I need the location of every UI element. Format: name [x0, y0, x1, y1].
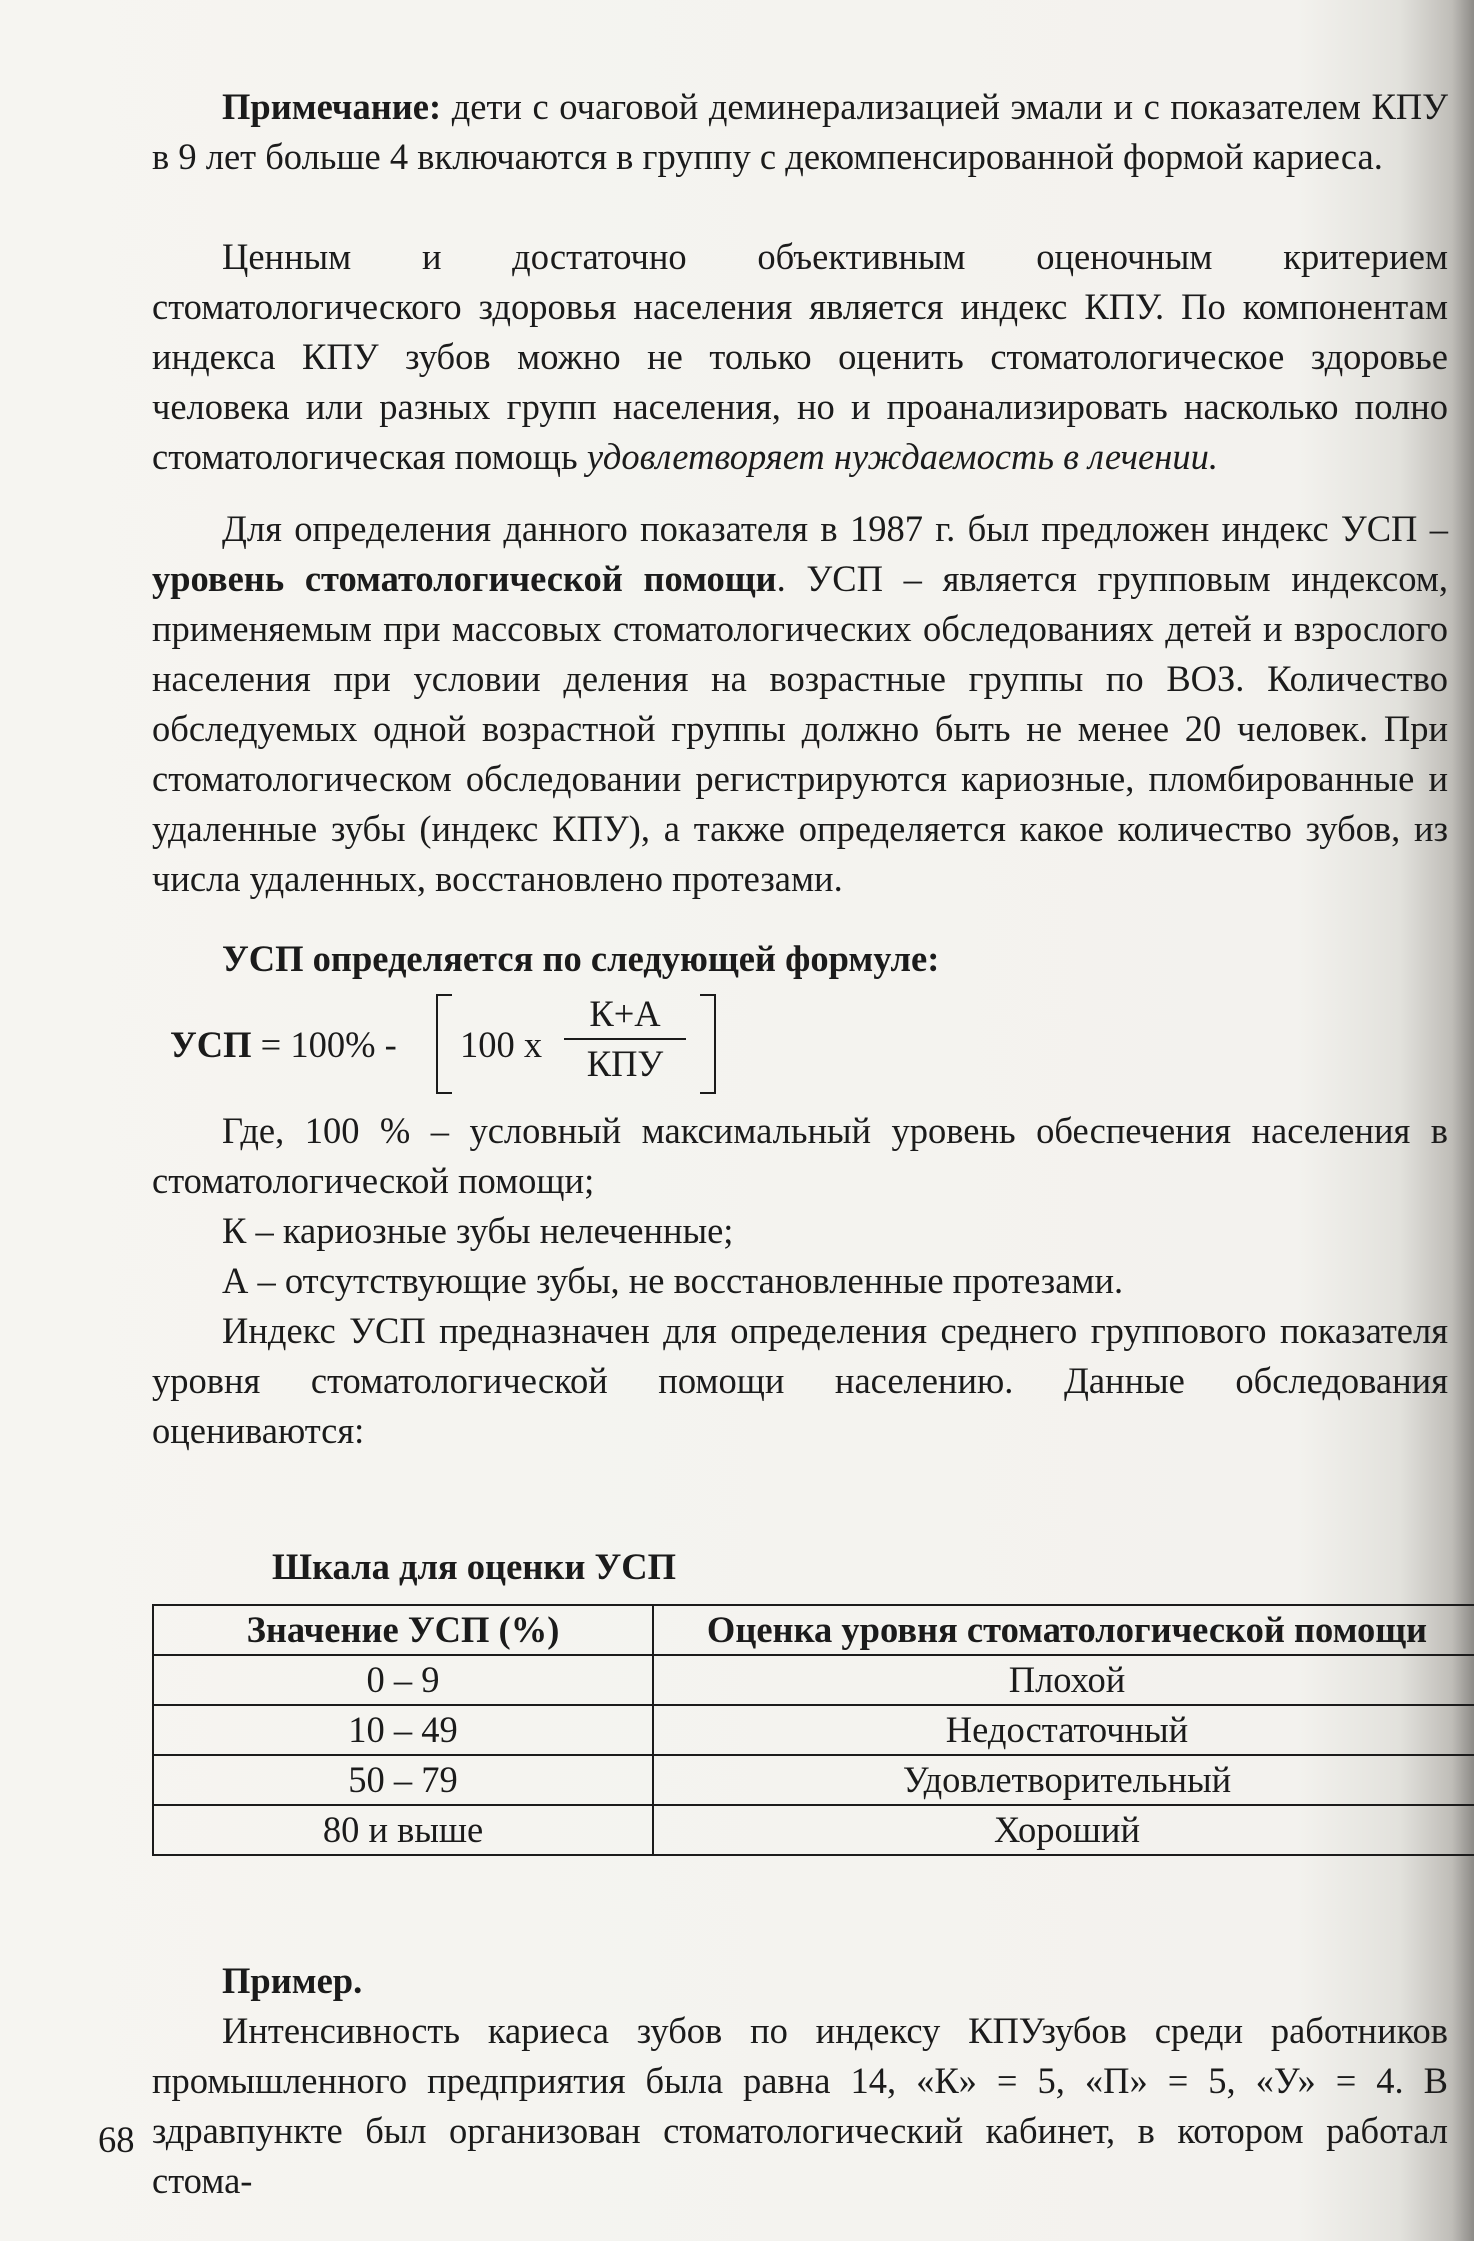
table-cell-value: 50 – 79 [153, 1755, 653, 1805]
fraction-line [564, 1038, 686, 1040]
formula-equals: = 100% - [251, 1024, 397, 1065]
usp-intro-paragraph [152, 504, 1448, 904]
table-cell-rating: Хороший [653, 1805, 1474, 1855]
page-content [152, 82, 1448, 2206]
usp-intro-bold: уровень стоматологической помощи [152, 558, 777, 599]
usp-scale-table [152, 1604, 1474, 1856]
formula-heading: УСП определяется по следующей формуле: [222, 938, 940, 979]
table-cell-value: 10 – 49 [153, 1705, 653, 1755]
definition-a: А – отсутствующие зубы, не восстановленные протезами. [222, 1260, 1124, 1301]
table-row [153, 1755, 1474, 1805]
usp-purpose-paragraph: Индекс УСП предназначен для определения среднего группового показателя уровня стоматологической помощи населению. Данные обследования оцениваются: [152, 1310, 1448, 1451]
kpu-index-italic: удовлетворяет нуждаемость в лечении. [586, 436, 1218, 477]
table-header: Значение УСП (%) [153, 1605, 653, 1655]
table-row [153, 1705, 1474, 1755]
table-cell-rating: Недостаточный [653, 1705, 1474, 1755]
table-cell-value: 0 – 9 [153, 1655, 653, 1705]
note-text: дети с очаговой деминерализацией эмали и с показателем КПУ в 9 лет больше 4 включаются в группу с декомпенсированной формой кариеса. [152, 86, 1448, 177]
formula-numerator: К+А [589, 993, 661, 1034]
formula-right-bracket [700, 994, 716, 1094]
table-header-row [153, 1605, 1474, 1655]
table-title: Шкала для оценки УСП [272, 1546, 677, 1587]
example-paragraph: Интенсивность кариеса зубов по индексу КПУзубов среди работников промышленного предприятия была равна 14, «К» = 5, «П» = 5, «У» = 4. В здравпункте был организован стоматологический кабинет, в котором работал стома- [152, 2010, 1448, 2201]
formula-fraction [560, 992, 690, 1086]
definition-k: К – кариозные зубы нелеченные; [222, 1210, 734, 1251]
usp-formula [152, 988, 1448, 1106]
formula-lhs-label: УСП [170, 1024, 252, 1065]
kpu-index-text: Ценным и достаточно объективным оценочным критерием стоматологического здоровья населения является индекс КПУ. По компонентам индекса КПУ зубов можно не только оценить стоматологическое здоровье человека или разных групп населения, но и проанализировать насколько полно стоматологическая помощь [152, 236, 1448, 477]
table-row [153, 1655, 1474, 1705]
page-number: 68 [98, 2119, 135, 2160]
table-cell-rating: Удовлетворительный [653, 1755, 1474, 1805]
note-label: Примечание: [222, 86, 442, 127]
usp-intro-pre: Для определения данного показателя в 1987 г. был предложен индекс УСП – [222, 508, 1448, 549]
table-cell-rating: Плохой [653, 1655, 1474, 1705]
note-paragraph [152, 82, 1448, 182]
kpu-index-paragraph [152, 232, 1448, 482]
table-header: Оценка уровня стоматологической помощи [653, 1605, 1474, 1655]
formula-lhs [170, 1020, 397, 1070]
formula-left-bracket [436, 994, 452, 1094]
table-row [153, 1805, 1474, 1855]
formula-denominator: КПУ [586, 1043, 664, 1084]
example-heading: Пример. [222, 1960, 363, 2001]
formula-hundred: 100 х [460, 1024, 543, 1065]
table-cell-value: 80 и выше [153, 1805, 653, 1855]
usp-intro-post: . УСП – является групповым индексом, применяемым при массовых стоматологических обследованиях детей и взрослого населения при условии деления на возрастные группы по ВОЗ. Количество обследуемых одной возрастной группы должно быть не менее 20 человек. При стоматологическом обследовании регистрируются кариозные, пломбированные и удаленные зубы (индекс КПУ), а также определяется какое количество зубов, из числа удаленных, восстановлено протезами. [152, 558, 1448, 899]
definition-100: Где, 100 % – условный максимальный уровень обеспечения населения в стоматологической помощи; [152, 1110, 1448, 1201]
